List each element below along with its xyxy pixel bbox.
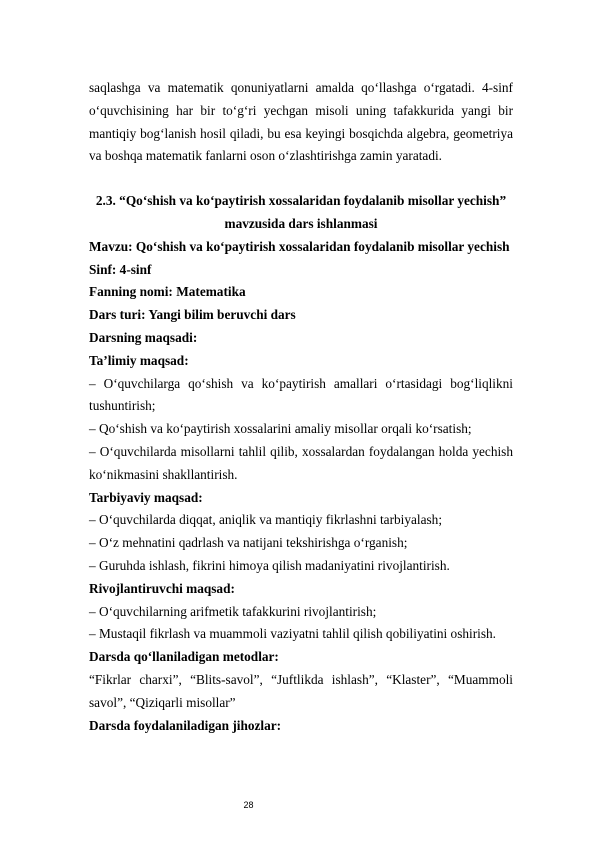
tarbiyaviy-heading: Tarbiyaviy maqsad:: [89, 489, 203, 505]
talimiy-heading: Ta’limiy maqsad:: [89, 352, 189, 368]
list-item: – Qo‘shish va ko‘paytirish xossalarini amaliy misollar orqali ko‘rsatish;: [89, 421, 472, 437]
mavzu-line: Mavzu: Qo‘shish va ko‘paytirish xossalaridan foydalanib misollar yechish: [89, 238, 510, 254]
page-footer: [0, 794, 595, 817]
metodlar-text: “Fikrlar charxi”, “Blits-savol”, “Juftlikda ishlash”, “Klaster”, “Muammoli savol”, “Qiziqarli misollar”: [89, 671, 513, 710]
dars-turi-line: Dars turi: Yangi bilim beruvchi dars: [89, 307, 296, 323]
list-item: – O‘quvchilarda misollarni tahlil qilib, xossalardan foydalangan holda yechish ko‘nikmasini shakllantirish.: [89, 443, 513, 482]
list-item: – O‘quvchilarda diqqat, aniqlik va mantiqiy fikrlashni tarbiyalash;: [89, 512, 443, 528]
list-item: – Mustaqil fikrlash va muammoli vaziyatni tahlil qilish qobiliyatini oshirish.: [89, 626, 496, 642]
rivojlantiruvchi-heading: Rivojlantiruvchi maqsad:: [89, 580, 235, 596]
sinf-line: Sinf: 4-sinf: [89, 261, 152, 277]
page-body: [89, 77, 513, 737]
jihozlar-heading: Darsda foydalaniladigan jihozlar:: [89, 717, 282, 733]
spacer: [89, 168, 513, 190]
page-number: 28: [243, 800, 254, 810]
list-item: – O‘z mehnatini qadrlash va natijani tekshirishga o‘rganish;: [89, 535, 408, 551]
metodlar-heading: Darsda qo‘llaniladigan metodlar:: [89, 649, 279, 665]
list-item: – O‘quvchilarga qo‘shish va ko‘paytirish amallari o‘rtasidagi bog‘liqlikni tushuntirish;: [89, 375, 513, 414]
maqsad-heading: Darsning maqsadi:: [89, 329, 198, 345]
fan-line: Fanning nomi: Matematika: [89, 284, 246, 300]
intro-paragraph: saqlashga va matematik qonuniyatlarni amalda qo‘llashga o‘rgatadi. 4-sinf o‘quvchisining har bir to‘g‘ri yechgan misoli uning tafakkurida yangi bir mantiqiy bog‘lanish hosil qiladi, bu esa keyingi bosqichda algebra, geometriya va boshqa matematik fanlarni oson o‘zlashtirishga zamin yaratadi.: [89, 80, 513, 164]
section-title: 2.3. “Qo‘shish va ko‘paytirish xossalaridan foydalanib misollar yechish” mavzusida dars ishlanmasi: [95, 193, 507, 231]
list-item: – O‘quvchilarning arifmetik tafakkurini rivojlantirish;: [89, 603, 377, 619]
list-item: – Guruhda ishlash, fikrini himoya qilish madaniyatini rivojlantirish.: [89, 557, 450, 573]
